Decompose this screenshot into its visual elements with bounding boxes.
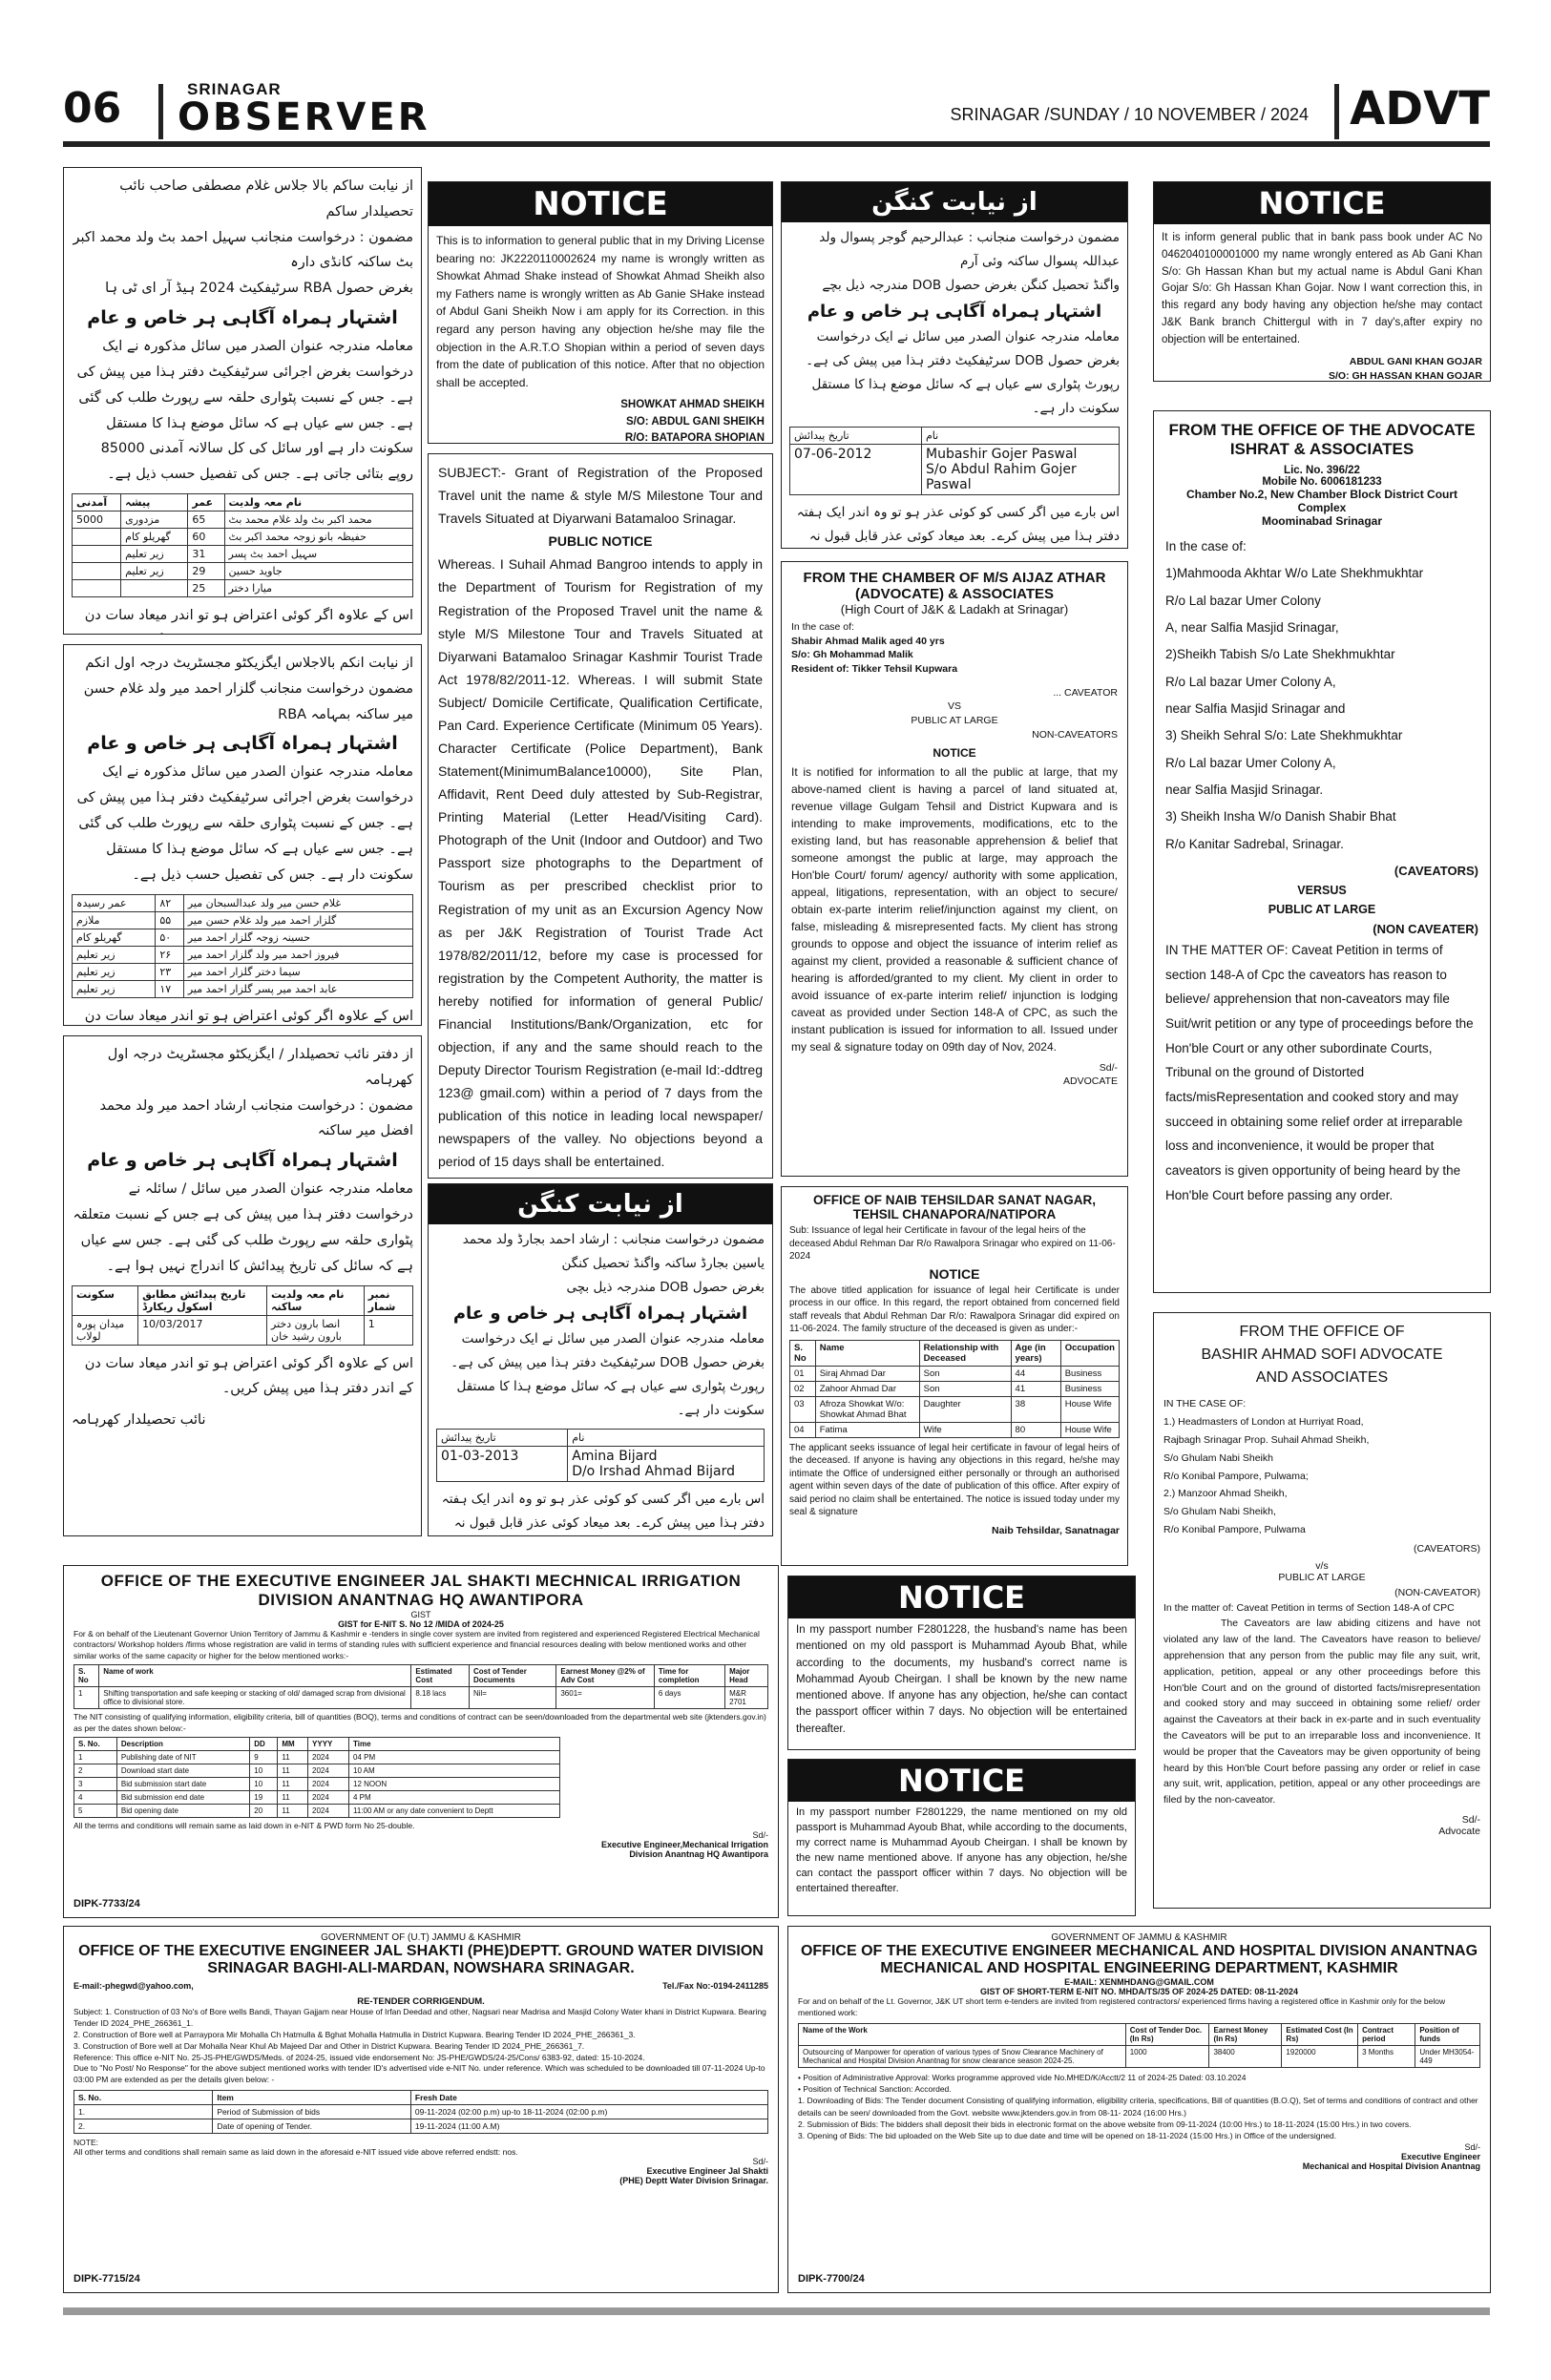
divider xyxy=(1334,84,1339,139)
dob-table: نمبر شمار نام معہ ولدیت ساکنہ تاریخ پیدائش مطابق اسکول ریکارڈ سکونت 1 انصا بارون دختر بارون رشید خان 10/03/2017 میدان پورہ لولاب xyxy=(72,1285,413,1346)
caveat-ishrat-associates: FROM THE OFFICE OF THE ADVOCATE ISHRAT & ASSOCIATES Lic. No. 396/22 Mobile No. 6006181233 Chamber No.2, New Chamber Block District Court Complex Moominabad Srinagar In the case of: 1)Mahmooda Akhtar W/o Late Shekhmukhtar R/o Lal bazar Umer Colony A, near Salfia Masjid Srinagar, 2)Sheikh Tabish S/o Late Shekhmukhtar R/o Lal bazar Umer Colony A, near Salfia Masjid Srinagar and 3) Sheikh Sehral S/o: Late Shekhmukhtar R/o Lal bazar Umer Colony A, near Salfia Masjid Srinagar. 3) Sheikh Insha W/o Danish Shabir Bhat R/o Kanitar Sadrebal, Srinagar. (CAVEATORS) VERSUS PUBLIC AT LARGE (NON CAVEATER) IN THE MATTER OF: Caveat Petition in terms of section 148-A of Cpc the caveators has reason to believe/ apprehension that non-caveators may file Suit/writ petition or any type of proceedings before the Hon'ble Court or any other subordinate Courts, Tribunal on the ground of Distorted facts/misRepresentation and cooked story and may succeed in obtaining some relief order at irreparable loss and inconvenience, it would be proper that caveators is given opportunity of being heard by the Hon'ble Court before passing any order. xyxy=(1153,410,1491,1293)
office-heading: DIVISION ANANTNAG HQ AWANTIPORA xyxy=(258,1591,584,1609)
footer-rule xyxy=(63,2307,1490,2315)
brand-city: SRINAGAR xyxy=(187,80,282,98)
signatory: ADVOCATE xyxy=(1063,1075,1118,1088)
notice-line: واگنڈ تحصیل کنگن بغرض حصول DOB مندرجہ ذیل بچے xyxy=(822,277,1120,293)
notice-footer: اس بارے میں اگر کسی کو کوئی عذر ہو تو وہ اندر ایک ہفتہ دفتر ہذا میں پیش کرے۔ بعد میعاد کوئی عذر قابل قبول نہ xyxy=(796,504,1120,544)
notice-line: مضمون : درخواست منجانب سہیل احمد بٹ ولد محمد اکبر بٹ ساکنہ کانڈی دارہ xyxy=(73,229,413,271)
caveator-name: 3) Sheikh Sehral S/o: Late Shekhmukhtar xyxy=(1165,728,1403,743)
caveat-bashir-sofi: FROM THE OFFICE OF BASHIR AHMAD SOFI ADVOCATE AND ASSOCIATES IN THE CASE OF: 1.) Headmasters of London at Hurriyat Road, Rajbagh Srinagar Prop. Suhail Ahmad Sheikh, S/o Ghulam Nabi Sheikh R/o Konibal Pampore, Pulwama; 2.) Manzoor Ahmad Sheikh, S/o Ghulam Nabi Sheikh, R/o Konibal Pampore, Pulwama (CAVEATORS) v/s PUBLIC AT LARGE (NON-CAVEATOR) In the matter of: Caveat Petition in terms of Section 148-A of CPC The Caveators are law abiding citizens and have not violated any law of the land. The Caveators have reason to believe/ apprehension that any person from the public may file any suit, writ, application, petition, appeal or any other proceedings before this Hon'ble Court and on the ground of distorted facts/misrepresentation and cooked story and may succeed in obtaining some relief/ order against the Caveators at their back in ex-parte and in such eventuality the Caveators will be put to an irreparable loss and inconvenience. It would be proper that the Caveators may be given opportunity of being heard by this Hon'ble Court before passing any order or relief in case any suit, writ, application, petition, appeal or any other proceedings are filed by the non-caveator. Sd/- Advocate xyxy=(1153,1312,1491,1909)
signatory: Naib Tehsildar, Sanatnagar xyxy=(991,1524,1120,1536)
office-heading: ISHRAT & ASSOCIATES xyxy=(1229,440,1415,458)
divider xyxy=(158,84,163,139)
notice-heading: NOTICE xyxy=(929,1265,980,1282)
notice-body: Whereas. I Suhail Ahmad Bangroo intends to apply in the Department of Tourism for Registration of my Registration of the Proposed Travel unit the name & style M/S Milestone Tour and Travels Situated at Diyarwani Batamaloo Srinagar Kashmir Tourist Trade Act 1978/82/2011-12. Whereas. I will submit State Subject/ Domicile Certificate, Qualification Certificate, Pan Card. Experience Certificate (Minimum 05 Years). Character Certificate (Police Department), Bank Statement(MinimumBalance10000), Site Plan, Affidavit, Rent Deed duly attested by Sub-Registrar, Printing Material (Letter Head/Visiting Card). Photograph of the Unit (Indoor and Outdoor) and Two Passport size photographs to the Department of Tourism as per prescribed checklist prior to Registration of my unit as an Excursion Agency Now as per J&K Registration of Tourist Trade Act 1978/82/2011/12, before my case is processed for registration by the Competent Authority, the matter is hereby notified for information of general Public/ Financial Institutions/Bank/Organization, etc for objection, if any and the same should reach to the Deputy Director Tourism Registration (e-mail Id:-ddtreg 123@ gmail.com) within a period of 7 days from the publication of this notice in leading local newspaper/ newspapers of the valley. No objections beyond a period of 15 days shall be entertained. xyxy=(438,556,763,1170)
notice-title: NOTICE xyxy=(429,182,772,226)
dateline: SRINAGAR /SUNDAY / 10 NOVEMBER / 2024 xyxy=(950,105,1309,124)
signatory-parent: S/O: ABDUL GANI SHEIKH xyxy=(625,415,765,428)
urdu-notice-kangan-2 xyxy=(428,1183,773,1536)
office-heading: (ADVOCATE) & ASSOCIATES xyxy=(854,586,1055,602)
notice-body: معاملہ مندرجہ عنوان الصدر میں سائل مذکورہ نے ایک درخواست بغرض اجرائی سرٹیفکیٹ دفتر ہذا میں پیش کی ہے۔ جس کے نسبت پٹواری حلقہ سے رپورٹ طلب کی گئی ہے۔ جس سے عیاں ہے کہ سائل موضع ہذا کا مستقل سکونت دار ہے اور سائل کی کل سالانہ آمدنی 85000 روپے بتائی جاتی ہے۔ جس کی تفصیل حسب ذیل ہے۔ xyxy=(76,339,413,483)
notice-body: IN THE MATTER OF: Caveat Petition in terms of section 148-A of Cpc the caveators has reason to believe/ apprehension that non-caveators may file Suit/writ petition or any type of proceedings before the Hon'ble Court or any other subordinate Courts, Tribunal on the ground of Distorted facts/misRepresentation and cooked story and may succeed in obtaining some relief order at irreparable loss and inconvenience, it would be proper that caveators is given opportunity of being heard by the Hon'ble Court before passing any order. xyxy=(1165,943,1474,1202)
notice-body: معاملہ مندرجہ عنوان الصدر میں سائل نے ایک درخواست بغرض حصول DOB سرٹیفکیٹ دفتر ہذا میں پیش کی ہے۔ رپورٹ پٹواری سے عیاں ہے کہ سائل موضع ہذا کا مستقل سکونت دار ہے۔ xyxy=(806,328,1120,416)
notice-heading: اشتہار ہمراہ آگاہی ہر خاص و عام xyxy=(87,307,398,329)
notice-line: از نیابت ساکم بالا جلاس غلام مصطفی صاحب نائب تحصیلدار ساکم xyxy=(119,178,413,219)
notice-title: از نیابت کنگن xyxy=(429,1184,772,1224)
signatory: Executive Engineer xyxy=(1400,2151,1480,2161)
tender-jal-shakti-mechanical: OFFICE OF THE EXECUTIVE ENGINEER JAL SHAKTI MECHNICAL IRRIGATION DIVISION ANANTNAG HQ AWANTIPORA GIST GIST for E-NIT S. No 12 /MIDA of 2024-25 For & on behalf of the Lieutenant Governor Union Territory of Jammu & Kashmir e -tenders in single cover system are invited from registered and experienced Registered Electrical Mechanical contractors/ Workshop holders /firms whose registration are valid in terms of standing rules with sufficient experience and financial resources dealing with below mentioned works and other similar works of the same capacity or higher for the below mentioned works:- S. No Name of work Estimated Cost Cost of Tender Documents Earnest Money @2% of Adv Cost Time for completion Major Head 1 Shifting transportation and safe keeping or stacking of old/ damaged scrap from divisional office to divisional store. 8.18 lacs Nil= 3601= 6 days M&R 2701 The NIT consisting of qualifying information, eligibility criteria, bill of quantities (BOQ), terms and conditions of contract can be seen/downloaded from the departmental web site (jktenders.gov.in) as per the dates shown below:- S. No. Description DD MM YYYY Time 1 Publishing date of NIT 9 11 2024 04 PM 2 Download start date 10 11 2024 10 AM 3 Bid submission start date 10 11 2024 12 NOON 4 Bid submission end date 19 11 2024 4 PM 5 Bid opening date 20 11 2024 11:00 AM or any date convenient to Deptt All the terms and conditions will remain same as laid down in e-NIT & PWD form No 25-double. Sd/- Executive Engineer,Mechanical Irrigation Division Anantnag HQ Awantipora DIPK-7733/24 xyxy=(63,1565,779,1918)
family-table: غلام حسن میر ولد عبدالسبحان میر ۸۲ عمر رسیدہ گلزار احمد میر ولد غلام حسن میر ۵۵ ملازم حسینہ زوجہ گلزار احمد میر ۵۰ گھریلو کام فیروز احمد میر ولد گلزار احمد میر ۲۶ زیر تعلیم سیما دختر گلزار احمد میر ۲۳ زیر تعلیم عابد احمد میر پسر گلزار احمد میر ۱۷ زیر تعلیم xyxy=(72,894,413,998)
notice-line: بغرض حصول RBA سرٹیفکیٹ 2024 ہیڈ آر ای ٹی ہا xyxy=(105,281,413,297)
notice-body: The Caveators are law abiding citizens and have not violated any law of the land. The Caveators have reason to believe/ apprehension that any person from the public may file any suit, writ, application, petition, appeal or any other proceedings before this Hon'ble Court and on the ground of distorted facts/misrepresentation and cooked story and may succeed in obtaining some relief/ order against the Caveators at their back in ex-parte and in such eventuality the Caveators will be put to an irreparable loss and inconvenience. It would be proper that the Caveators may be given opportunity of being heard by this Hon'ble Court before passing any order or relief in case any suit, writ, application, petition, appeal or any other proceedings are filed by the non-caveator. xyxy=(1163,1618,1480,1806)
notice-footer: اس بارے میں اگر کسی کو کوئی عذر ہو تو وہ اندر ایک ہفتہ دفتر ہذا میں پیش کرے۔ بعد میعاد کوئی عذر قابل قبول نہ xyxy=(441,1491,765,1531)
dipk-number: DIPK-7700/24 xyxy=(798,2273,865,2285)
dipk-number: DIPK-7733/24 xyxy=(73,1898,140,1910)
tender-table: S. No Name of work Estimated Cost Cost of Tender Documents Earnest Money @2% of Adv Cost Time for completion Major Head 1 Shifting transportation and safe keeping or stacking of old/ damaged scrap from divisional office to divisional store. 8.18 lacs Nil= 3601= 6 days M&R 2701 xyxy=(73,1664,768,1709)
signatory-address: R/O: BATAPORA SHOPIAN xyxy=(624,431,765,444)
caveator-name: Shabir Ahmad Malik aged 40 yrs xyxy=(791,635,945,647)
caveat-aijaz-athar: FROM THE CHAMBER OF M/S AIJAZ ATHAR (ADVOCATE) & ASSOCIATES (High Court of J&K & Ladakh at Srinagar) In the case of: Shabir Ahmad Malik aged 40 yrs S/o: Gh Mohammad Malik Resident of: Tikker Tehsil Kupwara ... CAVEATOR VS PUBLIC AT LARGE NON-CAVEATORS NOTICE It is notified for information to all the public at large, that my above-named client is having a parcel of land situated at, revenue village Gulgam Tehsil and District Kupwara and is intending to make improvements, modifications, etc to the existing land, but has reasonable apprehension & belief that someone amongst the public at large, may approach the Hon'ble Court/ forum/ agency/ authority with some application, appeal, litigations, representation, with an object to secure/ obtain ex-parte interim relief/injunction against my client, on false, misleading & misrepresented facts. My client has strong grounds to oppose and object the issuance of interim relief as against my client, provided a reasonable & sufficient chance of hearing is afforded/granted to my client. My client in order to avoid issuance of ex-parte interim relief/ injunction is lodging caveat as provided under Section 148-A of CPC, as such the instant publication is issued for information to all. Issued under my seal & signature today on 09th day of Nov, 2024. Sd/- ADVOCATE xyxy=(781,561,1128,1177)
notice-footer: اس کے علاوہ اگر کوئی اعتراض ہو تو اندر میعاد سات دن کے اندر دفتر ہذا میں پیش کریں۔ xyxy=(84,1355,413,1397)
dob-table: تاریخ پیدائش نام 07-06-2012 Mubashir Gojer Paswal S/o Abdul Rahim Gojer Paswal xyxy=(789,427,1120,495)
urdu-notice-sakam-1 xyxy=(63,167,422,635)
fresh-dates-table: S. No. Item Fresh Date 1. Period of Submission of bids 09-11-2024 (02:00 p.m) up-to 18-11-2024 (02:00 p.m) 2. Date of opening of Tender. 19-11-2024 (11:00 A.M) xyxy=(73,2090,768,2134)
brand-logo: OBSERVER xyxy=(178,95,430,139)
notice-line: از دفتر نائب تحصیلدار / ایگزیکٹو مجسٹریٹ درجہ اول کھرہامہ xyxy=(107,1047,413,1088)
tender-mechanical-hospital: GOVERNMENT OF JAMMU & KASHMIR OFFICE OF THE EXECUTIVE ENGINEER MECHANICAL AND HOSPITAL DIVISION ANANTNAG MECHANICAL AND HOSPITAL ENGINEERING DEPARTMENT, KASHMIR E-MAIL: XENMHDANG@GMAIL.COM GIST OF SHORT-TERM E-NIT NO. MHDA/TS/35 OF 2024-25 DATED: 08-11-2024 For and on behalf of the Lt. Governor, J&K UT short term e-tenders are invited from registered contractors/ experienced firms having a registered office in Kashmir only for the below mentioned work: Name of the Work Cost of Tender Doc. (In Rs) Earnest Money (In Rs) Estimated Cost (In Rs) Contract period Position of funds Outsourcing of Manpower for operation of various types of Snow Clearance Machinery of Mechanical and Hospital Division Anantnag for snow clearance season 2024-25. 1000 38400 1920000 3 Months Under MH3054-449 • Position of Administrative Approval: Works programme approved vide No.MHED/K/Acctt/2 11 of 2024-25 Dated: 03.10.2024 • Position of Technical Sanction: Accorded. 1. Downloading of Bids: The Tender document Consisting of qualifying information, eligibility criteria, specifications, Bill of quantities (B.O.Q), Set of terms and conditions of contract and other details can be seen/ downloaded from the Govt. website www.jktenders.gov.in from 08-11- 2024 (16:00 Hrs.) 2. Submission of Bids: The bidders shall deposit their bids in electronic format on the above website from 09-11-2024 (10:00 Hrs.) to 18-11-2024 (15:00 Hrs.) in two covers. 3. Opening of Bids: The bid uploaded on the Web Site up to due date and time will be opened on 18-11-2024 (15:00 Hrs.) in Office of the undersigned. Sd/- Executive Engineer Mechanical and Hospital Division Anantnag DIPK-7700/24 xyxy=(787,1926,1491,2293)
caveator-name: 2.) Manzoor Ahmad Sheikh, xyxy=(1163,1488,1288,1500)
office-heading: FROM THE CHAMBER OF M/S AIJAZ ATHAR xyxy=(803,570,1106,586)
office-heading: SRINAGAR BAGHI-ALI-MARDAN, NOWSHARA SRINAGAR. xyxy=(207,1960,635,1976)
notice-body: In my passport number F2801228, the husband's name has been mentioned on my old passport is Muhammad Ayoub Bhat, while according to the documents, my husband's correct name is Mohammad Ayoub Cheirgan. I shall be known by the new name mentioned above. If anyone has any objection, he/she can contact the passport officer within 7 days. No objection will be entertained thereafter. xyxy=(796,1624,1127,1735)
office-heading: TEHSIL CHANAPORA/NATIPORA xyxy=(852,1207,1057,1221)
notice-signature: نائب تحصیلدار کھرہامہ xyxy=(72,1412,206,1429)
notice-title: NOTICE xyxy=(788,1576,1135,1618)
caveator-name: 3) Sheikh Insha W/o Danish Shabir Bhat xyxy=(1165,809,1396,825)
notice-line: مضمون درخواست منجانب : عبدالرحیم گوجر پسوال ولد عبداللہ پسوال ساکنہ وئی آرم xyxy=(819,230,1120,269)
page-number: 06 xyxy=(63,84,122,133)
notice-line: مضمون : درخواست منجانب ارشاد احمد میر ولد محمد افضل میر ساکنہ xyxy=(99,1097,413,1139)
notice-heading: اشتہار ہمراہ آگاہی ہر خاص و عام xyxy=(87,733,398,755)
signatory: Executive Engineer,Mechanical Irrigation xyxy=(600,1840,768,1850)
office-heading: OFFICE OF THE EXECUTIVE ENGINEER JAL SHAKTI MECHNICAL IRRIGATION xyxy=(100,1572,742,1590)
notice-title: NOTICE xyxy=(1154,182,1490,224)
masthead xyxy=(63,80,1490,147)
notice-body: It is notified for information to all the public at large, that my above-named client is having a parcel of land situated at, revenue village Gulgam Tehsil and District Kupwara and is intending to make improvements, modifications, etc to the existing land, but has reasonable apprehension & belief that someone amongst the public at large, may approach the Hon'ble Court/ forum/ agency/ authority with some application, appeal, litigations, representation, with an object to secure/ obtain ex-parte interim relief/injunction against my client, on false, misleading & misrepresented facts. My client has strong grounds to oppose and object the issuance of interim relief as against my client, provided a reasonable & sufficient chance of hearing is afforded/granted to my client. My client in order to avoid issuance of ex-parte interim relief/ injunction is lodging caveat as provided under Section 148-A of CPC, as such the instant publication is issued for information to all. Issued under my seal & signature today on 09th day of Nov, 2024. xyxy=(791,764,1118,1054)
office-heading: OFFICE OF THE EXECUTIVE ENGINEER MECHANICAL AND HOSPITAL DIVISION ANANTNAG xyxy=(800,1943,1478,1959)
legal-heir-table: S. No Name Relationship with Deceased Age (in years) Occupation 01 Siraj Ahmad Dar Son 44 Business 02 Zahoor Ahmad Dar Son 41 Business 03 Afroza Showkat W/o: Showkat Ahmad Bhat Daughter 38 House Wife 04 Fatima Wife 80 House Wife xyxy=(789,1340,1120,1438)
notice-footer: اس کے علاوہ اگر کوئی اعتراض ہو تو اندر میعاد سات دن xyxy=(84,607,413,623)
notice-heading: اشتہار ہمراہ آگاہی ہر خاص و عام xyxy=(452,1303,748,1324)
public-notice-tourism xyxy=(428,453,773,1179)
notice-heading: اشتہار ہمراہ آگاہی ہر خاص و عام xyxy=(87,1150,398,1172)
notice-footer: The applicant seeks issuance of legal heir certificate in favour of legal heirs of the deceased. If anyone is having any objections in this regard, he/she may intimate the Office of undersigned either personally or through an authorised agent within seven days of the date of publication of this office. After expiry of said period no claim shall be entertained. The notice is issued today under my seal & signature xyxy=(789,1442,1120,1517)
notice-line: مضمون درخواست منجانب : ارشاد احمد بجارڈ ولد محمد یاسین بجارڈ ساکنہ واگنڈ تحصیل کنگن xyxy=(462,1232,765,1271)
dipk-number: DIPK-7715/24 xyxy=(73,2273,140,2285)
caveator-name: 1)Mahmooda Akhtar W/o Late Shekhmukhtar xyxy=(1165,566,1424,581)
notice-driving-license xyxy=(428,181,773,444)
notice-footer: اس کے علاوہ اگر کوئی اعتراض ہو تو اندر میعاد سات دن xyxy=(84,1008,413,1024)
section-label: ADVT xyxy=(1350,82,1490,136)
caveator-name: 1.) Headmasters of London at Hurriyat Road, xyxy=(1163,1415,1364,1428)
office-heading: OFFICE OF NAIB TEHSILDAR SANAT NAGAR, xyxy=(813,1193,1096,1207)
notice-subject: SUBJECT:- Grant of Registration of the Proposed Travel unit the name & style M/S Milestone Tour and Travels Situated at Diyarwani Batamaloo Srinagar. xyxy=(438,465,763,526)
notice-body: In my passport number F2801229, the name mentioned on my old passport is Muhammad Ayoub Bhat, while according to the documents, my correct name is Muhammad Ayoub Cheirgan. I shall be known by the new name mentioned above. If anyone has any objection, he/she can contact the passport officer within 7 days. No objection will be entertained thereafter. xyxy=(796,1806,1127,1894)
office-subheading: (High Court of J&K & Ladakh at Srinagar) xyxy=(840,602,1069,616)
schedule-table: S. No. Description DD MM YYYY Time 1 Publishing date of NIT 9 11 2024 04 PM 2 Download start date 10 11 2024 10 AM 3 Bid submission start date 10 11 2024 12 NOON 4 Bid submission end date 19 11 2024 4 PM 5 Bid opening date 20 11 2024 11:00 AM or any date convenient to Deptt xyxy=(73,1737,560,1818)
tender-description: For & on behalf of the Lieutenant Governor Union Territory of Jammu & Kashmir e -tenders in single cover system are invited from registered and experienced Registered Electrical Mechanical contractors/ Workshop holders /firms whose registration are valid in terms of standing rules with sufficient experience and financial resources dealing with below mentioned works and other similar works of the same capacity or higher for the below mentioned works:- xyxy=(73,1629,760,1660)
notice-heading: اشتہار ہمراہ آگاہی ہر خاص و عام xyxy=(807,301,1102,322)
notice-heading: PUBLIC NOTICE xyxy=(548,533,653,550)
office-heading: MECHANICAL AND HOSPITAL ENGINEERING DEPARTMENT, KASHMIR xyxy=(880,1960,1398,1976)
office-heading: BASHIR AHMAD SOFI ADVOCATE xyxy=(1201,1347,1443,1363)
corrigendum-title: RE-TENDER CORRIGENDUM. xyxy=(357,1996,485,2007)
family-table: نام معہ ولدیت عمر پیشہ آمدنی محمد اکبر بٹ ولد غلام محمد بٹ 65 مزدوری 5000 حفیظہ بانو زوجہ محمد اکبر بٹ 60 گھریلو کام سہیل احمد بٹ پسر 31 زیر تعلیم جاوید حسین 29 زیر تعلیم میارا دختر 25 xyxy=(72,493,413,597)
signatory-name: ABDUL GANI KHAN GOJAR xyxy=(1349,355,1482,367)
signatory-name: SHOWKAT AHMAD SHEIKH xyxy=(620,399,765,411)
urdu-notice-kangan-1 xyxy=(781,181,1128,549)
notice-line: بغرض حصول DOB مندرجہ ذیل بچی xyxy=(566,1279,765,1295)
dob-table: تاریخ پیدائش نام 01-03-2013 Amina Bijard D/o Irshad Ahmad Bijard xyxy=(436,1429,765,1482)
notice-body: This is to information to general public that in my Driving License bearing no: JK2220110002624 my name is wrongly written as Showkat Ahmad Shake instead of Showkat Ahmad Sheikh also my Fathers name is wrongly written as Ab Ganie SHake instead of Abdul Gani Sheikh Now i am apply for its Correction. in this regard any person having any objection he/she may file the objection in the A.R.T.O Shopian within a period of seven days from the date of publication of this notice. After that no objection shall be accepted. xyxy=(436,234,765,389)
notice-naib-tehsildar xyxy=(781,1186,1128,1566)
signatory-parent: S/O: GH HASSAN KHAN GOJAR xyxy=(1328,370,1482,382)
notice-body: The above titled application for issuance of legal heir Certificate is under process in our office. In this regard, the report obtained from concerned field staff reveals that Abdul Rehman Dar R/o: Rawalpora Srinagar did expired on 11-06-2024. The family structure of the deceased is given as under:- xyxy=(789,1284,1120,1334)
tender-ground-water: GOVERNMENT OF (U.T) JAMMU & KASHMIR OFFICE OF THE EXECUTIVE ENGINEER JAL SHAKTI (PHE)DEPTT. GROUND WATER DIVISION SRINAGAR BAGHI-ALI-MARDAN, NOWSHARA SRINAGAR. E-mail:-phegwd@yahoo.com, Tel./Fax No:-0194-2411285 RE-TENDER CORRIGENDUM. Subject: 1. Construction of 03 No's of Bore wells Bandi, Thayan Gajjam near House of Irfan Deedad and other, Nagsari near Madrisa and Masjid Colony Water khani in District Kupwara. Bearing Tender ID 2024_PHE_266361_1. 2. Construction of Bore well at Parraypora Mir Mohalla Ch Hatmulla & Bghat Mohalla Hatmulla in District Kupwara. Bearing Tender ID 2024_PHE_266361_3. 3. Construction of Bore well at Dar Mohalla Near Khul Ab Majeed Dar and Other in District Kupwara. Bearing Tender ID 2024_PHE_266361_7. Reference: This office e-NIT No. 25-JS-PHE/GWDS/Meds. of 2024-25, issued vide endorsement No: JS-PHE/GWDS/24-25/Cons/ 6383-92, dated: 15-10-2024. Due to "No Post/ No Response" for the above subject mentioned works with tender ID's advertised vide e-NIT No. under reference. Which was scheduled to be downloaded till 07-11-2024 Up-to 03:00 PM are extended as per the details given below: - S. No. Item Fresh Date 1. Period of Submission of bids 09-11-2024 (02:00 p.m) up-to 18-11-2024 (02:00 p.m) 2. Date of opening of Tender. 19-11-2024 (11:00 A.M) NOTE: All other terms and conditions shall remain same as laid down in the aforesaid e-NIT issued vide above referred endstt: nos. Sd/- Executive Engineer Jal Shakti (PHE) Deptt Water Division Srinagar. DIPK-7715/24 xyxy=(63,1926,779,2293)
notice-title: NOTICE xyxy=(788,1760,1135,1802)
office-heading: FROM THE OFFICE OF THE ADVOCATE xyxy=(1168,421,1476,439)
notice-line: مضمون درخواست منجانب گلزار احمد میر ولد غلام حسن میر ساکنہ بمہامہ RBA xyxy=(83,680,413,722)
notice-bank-passbook xyxy=(1153,181,1491,382)
signatory: Executive Engineer Jal Shakti xyxy=(646,2166,768,2177)
urdu-notice-khrew xyxy=(63,1035,422,1536)
notice-heading: NOTICE xyxy=(933,745,976,760)
caveator-name: 2)Sheikh Tabish S/o Late Shekhmukhtar xyxy=(1165,647,1395,662)
notice-title: از نیابت کنگن xyxy=(782,182,1127,222)
notice-body: معاملہ مندرجہ عنوان الصدر میں سائل مذکورہ نے ایک درخواست بغرض اجرائی سرٹیفکیٹ دفتر ہذا میں پیش کی ہے۔ جس کے نسبت پٹواری حلقہ سے رپورٹ طلب کی گئی ہے۔ جس سے عیاں ہے کہ سائل موضع ہذا کا مستقل سکونت دار ہے۔ جس کی تفصیل حسب ذیل ہے۔ xyxy=(76,764,413,883)
notice-body: It is inform general public that in bank pass book under AC No 0462040100001000 my name wrongly entered as Ab Gani Khan S/o: Gh Hassan Khan but my actual name is Abdul Gani Khan Gojar S/o: Gh Hassan Khan Gojar. Now I want correction this, in this regard any body having any objection he/she may contact J&K Bank branch Chittergul with in 7 day's,after expiry no objection will be entertained. xyxy=(1162,232,1482,345)
notice-line: از نیابت انکم بالاجلاس ایگزیکٹو مجسٹریٹ درجہ اول انکم xyxy=(85,656,413,671)
signatory: Advocate xyxy=(1438,1825,1480,1837)
tender-table: Name of the Work Cost of Tender Doc. (In Rs) Earnest Money (In Rs) Estimated Cost (In Rs) Contract period Position of funds Outsourcing of Manpower for operation of various types of Snow Clearance Machinery of Mechanical and Hospital Division Anantnag for snow clearance season 2024-25. 1000 38400 1920000 3 Months Under MH3054-449 xyxy=(798,2023,1480,2068)
notice-subject: Sub: Issuance of legal heir Certificate in favour of the legal heirs of the deceased Abdul Rehman Dar R/o Rawalpora Srinagar who expired on 11-06-2024 xyxy=(789,1225,1116,1262)
notice-body: معاملہ مندرجہ عنوان الصدر میں سائل نے ایک درخواست بغرض حصول DOB سرٹیفکیٹ دفتر ہذا میں پیش کی ہے۔ رپورٹ پٹواری سے عیاں ہے کہ سائل موضع ہذا کا مستقل سکونت دار ہے۔ xyxy=(451,1330,765,1418)
office-heading: AND ASSOCIATES xyxy=(1255,1369,1389,1386)
urdu-notice-sakam-2 xyxy=(63,644,422,1026)
office-heading: FROM THE OFFICE OF xyxy=(1239,1324,1405,1340)
notice-passport-1 xyxy=(787,1576,1136,1750)
office-heading: OFFICE OF THE EXECUTIVE ENGINEER JAL SHAKTI (PHE)DEPTT. GROUND WATER DIVISION xyxy=(78,1943,764,1959)
notice-passport-2 xyxy=(787,1759,1136,1916)
notice-body: معاملہ مندرجہ عنوان الصدر میں سائل / سائلہ نے درخواست دفتر ہذا میں پیش کی ہے جس کے نسبت متعلقہ پٹواری حلقہ سے رپورٹ طلب کی گئی ہے۔ جس سے عیاں ہے کہ سائل کی تاریخ پیدائش کا اندراج نہیں ہوا ہے۔ xyxy=(73,1181,413,1274)
